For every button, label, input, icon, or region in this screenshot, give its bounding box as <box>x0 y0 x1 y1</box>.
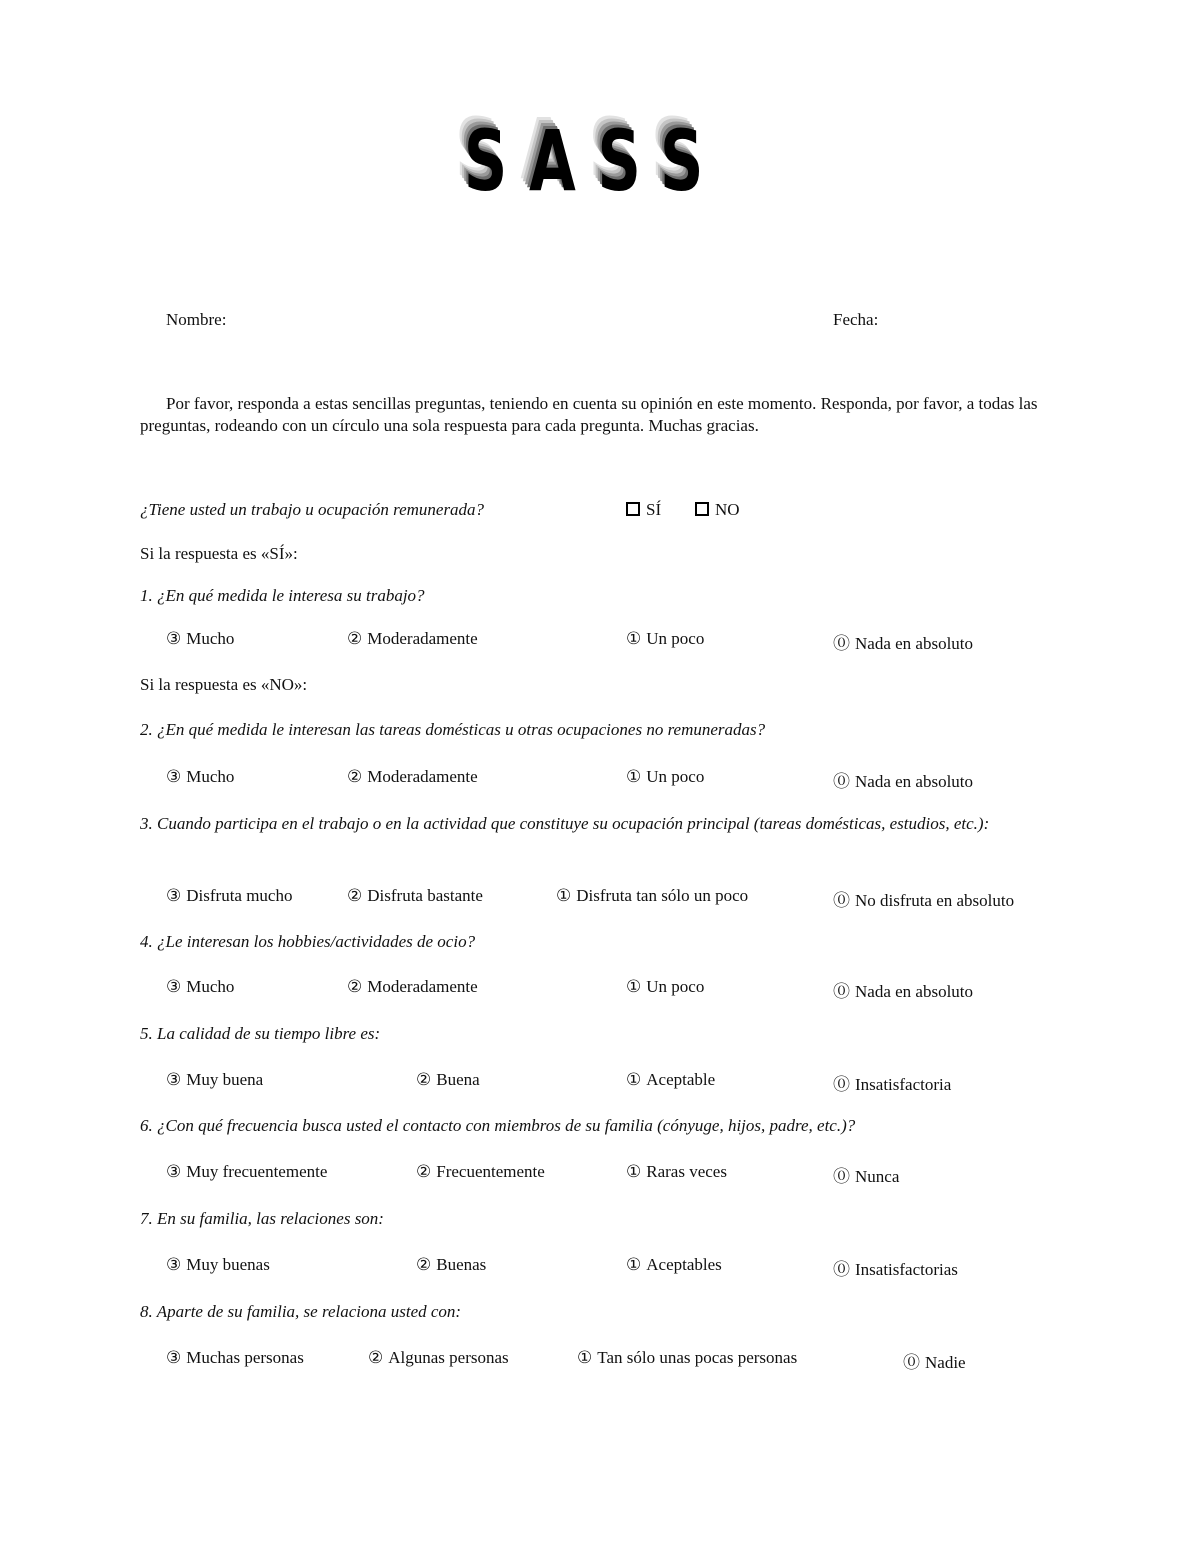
question-5: 5. La calidad de su tiempo libre es: <box>140 1024 381 1043</box>
question-2: 2. ¿En qué medida le interesan las tareas domésticas u otras ocupaciones no remuneradas? <box>140 720 766 739</box>
q6-option-1[interactable] <box>626 1162 727 1182</box>
circled-3-icon: ③ <box>166 629 182 648</box>
date-label: Fecha: <box>833 310 879 329</box>
no-option[interactable] <box>695 500 740 520</box>
name-label: Nombre: <box>166 310 227 329</box>
option-label: Buenas <box>436 1255 487 1274</box>
q7-option-3[interactable] <box>166 1255 270 1275</box>
option-label: Buena <box>436 1070 480 1089</box>
checkbox-icon[interactable] <box>695 502 709 516</box>
q4-option-2[interactable] <box>347 977 478 997</box>
q6-option-3[interactable] <box>166 1162 327 1182</box>
option-label: Insatisfactorias <box>855 1260 958 1279</box>
circled-1-icon: ① <box>556 886 572 905</box>
circled-2-icon: ② <box>347 977 363 996</box>
yes-label: SÍ <box>646 500 662 519</box>
circled-2-icon: ② <box>416 1162 432 1181</box>
q2-option-1[interactable] <box>626 767 704 787</box>
circled-0-icon: ⓪ <box>833 982 850 1001</box>
option-label: Disfruta bastante <box>367 886 483 905</box>
q3-option-1[interactable] <box>556 886 748 906</box>
question-8: 8. Aparte de su familia, se relaciona usted con: <box>140 1302 462 1321</box>
circled-1-icon: ① <box>626 977 642 996</box>
question-6: 6. ¿Con qué frecuencia busca usted el contacto con miembros de su familia (cónyuge, hijos, padre, etc.)? <box>140 1116 856 1135</box>
circled-2-icon: ② <box>416 1070 432 1089</box>
circled-2-icon: ② <box>347 886 363 905</box>
circled-0-icon: ⓪ <box>833 634 850 653</box>
circled-0-icon: ⓪ <box>833 1075 850 1094</box>
circled-3-icon: ③ <box>166 767 182 786</box>
circled-3-icon: ③ <box>166 1255 182 1274</box>
circled-0-icon: ⓪ <box>833 1167 850 1186</box>
circled-1-icon: ① <box>626 1255 642 1274</box>
q5-option-1[interactable] <box>626 1070 715 1090</box>
q2-option-2[interactable] <box>347 767 478 787</box>
q3-option-0[interactable] <box>833 886 1014 911</box>
circled-3-icon: ③ <box>166 886 182 905</box>
q8-option-0[interactable] <box>903 1348 966 1373</box>
checkbox-icon[interactable] <box>626 502 640 516</box>
option-label: Muchas personas <box>186 1348 304 1367</box>
q3-option-2[interactable] <box>347 886 483 906</box>
option-label: Tan sólo unas pocas personas <box>597 1348 798 1367</box>
option-label: Muy frecuentemente <box>186 1162 328 1181</box>
option-label: Nada en absoluto <box>855 772 974 791</box>
q1-option-1[interactable] <box>626 629 704 649</box>
q1-option-2[interactable] <box>347 629 478 649</box>
q7-option-0[interactable] <box>833 1255 958 1280</box>
q5-option-0[interactable] <box>833 1070 951 1095</box>
option-label: Nunca <box>855 1167 900 1186</box>
option-label: Moderadamente <box>367 629 478 648</box>
question-1: 1. ¿En qué medida le interesa su trabajo? <box>140 586 425 605</box>
if-yes-label: Si la respuesta es «SÍ»: <box>140 544 298 563</box>
option-label: Mucho <box>186 629 235 648</box>
q8-option-2[interactable] <box>368 1348 509 1368</box>
if-no-label: Si la respuesta es «NO»: <box>140 675 308 694</box>
option-label: Disfruta tan sólo un poco <box>576 886 749 905</box>
employment-question: ¿Tiene usted un trabajo u ocupación remunerada? <box>140 500 485 519</box>
option-label: Un poco <box>646 629 705 648</box>
yes-option[interactable] <box>626 500 661 520</box>
q4-option-0[interactable] <box>833 977 973 1002</box>
circled-0-icon: ⓪ <box>903 1353 920 1372</box>
circled-1-icon: ① <box>626 1162 642 1181</box>
circled-1-icon: ① <box>577 1348 593 1367</box>
option-label: Disfruta mucho <box>186 886 293 905</box>
circled-3-icon: ③ <box>166 1162 182 1181</box>
circled-2-icon: ② <box>368 1348 384 1367</box>
circled-0-icon: ⓪ <box>833 891 850 910</box>
q6-option-2[interactable] <box>416 1162 545 1182</box>
option-label: Nada en absoluto <box>855 982 974 1001</box>
option-label: Moderadamente <box>367 977 478 996</box>
circled-2-icon: ② <box>347 629 363 648</box>
circled-0-icon: ⓪ <box>833 1260 850 1279</box>
option-label: Aceptables <box>646 1255 722 1274</box>
option-label: Insatisfactoria <box>855 1075 952 1094</box>
option-label: Mucho <box>186 977 235 996</box>
q6-option-0[interactable] <box>833 1162 899 1187</box>
option-label: Moderadamente <box>367 767 478 786</box>
option-label: Mucho <box>186 767 235 786</box>
option-label: No disfruta en absoluto <box>855 891 1015 910</box>
q1-option-0[interactable] <box>833 629 973 654</box>
option-label: Aceptable <box>646 1070 716 1089</box>
question-4: 4. ¿Le interesan los hobbies/actividades de ocio? <box>140 932 476 951</box>
circled-3-icon: ③ <box>166 977 182 996</box>
option-label: Algunas personas <box>388 1348 509 1367</box>
option-label: Muy buenas <box>186 1255 270 1274</box>
question-7: 7. En su familia, las relaciones son: <box>140 1209 384 1228</box>
option-label: Frecuentemente <box>436 1162 545 1181</box>
option-label: Un poco <box>646 767 705 786</box>
q8-option-1[interactable] <box>577 1348 797 1368</box>
option-label: Raras veces <box>646 1162 727 1181</box>
circled-3-icon: ③ <box>166 1070 182 1089</box>
circled-1-icon: ① <box>626 767 642 786</box>
q5-option-2[interactable] <box>416 1070 480 1090</box>
circled-3-icon: ③ <box>166 1348 182 1367</box>
q3-option-3[interactable] <box>166 886 292 906</box>
q8-option-3[interactable] <box>166 1348 304 1368</box>
option-label: Nadie <box>925 1353 966 1372</box>
q2-option-3[interactable] <box>166 767 234 787</box>
circled-2-icon: ② <box>416 1255 432 1274</box>
question-3: 3. Cuando participa en el trabajo o en la actividad que constituye su ocupación principal (tareas domésticas, estudios, etc.): <box>140 814 990 833</box>
circled-1-icon: ① <box>626 629 642 648</box>
q1-option-3[interactable] <box>166 629 234 649</box>
option-label: Nada en absoluto <box>855 634 974 653</box>
q7-option-1[interactable] <box>626 1255 722 1275</box>
circled-1-icon: ① <box>626 1070 642 1089</box>
q4-option-3[interactable] <box>166 977 234 997</box>
q4-option-1[interactable] <box>626 977 704 997</box>
circled-0-icon: ⓪ <box>833 772 850 791</box>
option-label: Un poco <box>646 977 705 996</box>
q7-option-2[interactable] <box>416 1255 486 1275</box>
no-label: NO <box>715 500 740 519</box>
instructions-paragraph: Por favor, responda a estas sencillas preguntas, teniendo en cuenta su opinión en este momento. Responda, por favor, a todas las preguntas, rodeando con un círculo una sola respuesta para cada pregunta. Muchas gracias. <box>140 394 1038 435</box>
q2-option-0[interactable] <box>833 767 973 792</box>
circled-2-icon: ② <box>347 767 363 786</box>
page-title: SASS <box>463 112 725 210</box>
option-label: Muy buena <box>186 1070 264 1089</box>
q5-option-3[interactable] <box>166 1070 263 1090</box>
